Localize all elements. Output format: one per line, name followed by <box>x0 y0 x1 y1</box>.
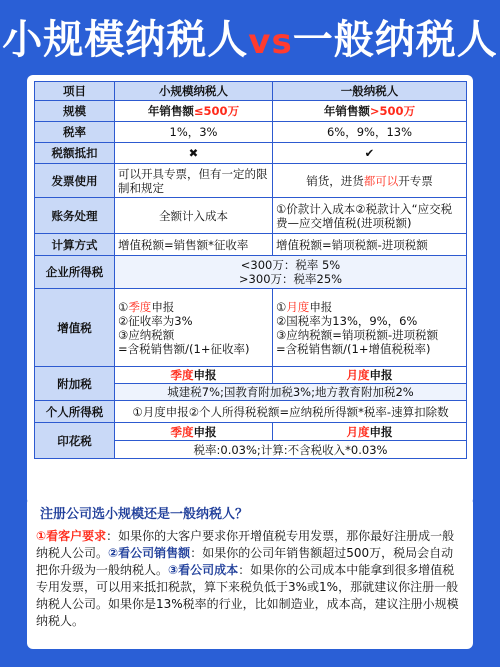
table-row <box>35 143 467 164</box>
row-label: 个人所得税 <box>35 401 115 423</box>
vat-small-declare: 申报 <box>151 299 175 314</box>
vat-small-num: ① <box>118 299 129 314</box>
surtax-general-declare: 申报 <box>369 368 393 382</box>
table-row <box>35 401 467 423</box>
scale-small-highlight: ≤500万 <box>193 104 240 118</box>
vat-general <box>273 289 467 367</box>
invoice-general-tail: 开专票 <box>398 173 433 188</box>
stamp-general <box>273 423 467 441</box>
table-row <box>35 234 467 256</box>
surtax-rates: 城建税7%;国教育附加税3%;地方教育附加税2% <box>115 384 467 401</box>
row-label: 规模 <box>35 101 115 122</box>
invoice-general <box>273 164 467 198</box>
vat-general-line-2: ②国税率为13%，9%，6% <box>276 313 418 328</box>
table-row <box>35 82 467 101</box>
rate-small: 1%，3% <box>115 122 273 143</box>
scale-general <box>273 101 467 122</box>
stamp-rates: 税率:0.03%;计算:不含税收入*0.03% <box>115 441 467 459</box>
table-row <box>35 289 467 367</box>
cit-line-2: >300万：税率25% <box>238 272 343 286</box>
scale-general-highlight: >500万 <box>369 104 416 118</box>
table-row <box>35 256 467 289</box>
row-label: 税率 <box>35 122 115 143</box>
stamp-small <box>115 423 273 441</box>
surtax-small-period: 季度 <box>170 368 194 382</box>
vat-small <box>115 289 273 367</box>
surtax-general-period: 月度 <box>346 368 370 382</box>
invoice-general-text: 销货，进货 <box>306 173 364 188</box>
header-item: 项目 <box>35 82 115 101</box>
table-row <box>35 423 467 441</box>
table-row <box>35 198 467 234</box>
scale-general-text: 年销售额 <box>323 104 370 118</box>
surtax-general <box>273 367 467 384</box>
title-right: 一般纳税人 <box>292 17 498 63</box>
cross-icon: ✖ <box>115 143 273 164</box>
row-label: 计算方式 <box>35 234 115 256</box>
scale-small-text: 年销售额 <box>147 104 194 118</box>
title-vs: vs <box>248 22 293 62</box>
vat-general-num: ① <box>276 299 287 314</box>
cit-rates <box>115 256 467 289</box>
header-general: 一般纳税人 <box>273 82 467 101</box>
invoice-small: 可以开具专票，但有一定的限制和规定 <box>115 164 273 198</box>
iit-rule: ①月度申报②个人所得税税额=应纳税所得额*税率-速算扣除数 <box>115 401 467 423</box>
rate-general: 6%，9%，13% <box>273 122 467 143</box>
account-small: 全额计入成本 <box>115 198 273 234</box>
vat-small-line-2: ②征收率为3% <box>118 313 193 328</box>
advice-question: 注册公司选小规模还是一般纳税人？ <box>40 507 249 522</box>
vat-small-line-1 <box>118 300 269 314</box>
page-title <box>0 10 500 72</box>
invoice-general-highlight: 都可以 <box>363 173 399 188</box>
point-1-text: ：如果你的大客户要求你开增值税专用发票，那你最好注册成一般纳税人公司。 <box>36 529 455 560</box>
vat-small-line-4: =含税销售额/(1+征收率) <box>118 341 250 356</box>
surtax-small <box>115 367 273 384</box>
vat-general-line-3: ③应纳税额=销项税额-进项税额 <box>276 327 439 342</box>
stamp-general-declare: 申报 <box>369 424 393 439</box>
point-2-label: ②看公司销售额 <box>108 546 191 560</box>
table-row <box>35 367 467 384</box>
calc-general: 增值税额=销项税额-进项税额 <box>273 234 467 256</box>
row-label: 企业所得税 <box>35 256 115 289</box>
vat-general-declare: 申报 <box>309 299 333 314</box>
table-row <box>35 122 467 143</box>
calc-small: 增值税额=销售额*征收率 <box>115 234 273 256</box>
row-label: 税额抵扣 <box>35 143 115 164</box>
table-row <box>35 164 467 198</box>
scale-small <box>115 101 273 122</box>
account-general: ①价款计入成本②税款计入“应交税费—应交增值税(进项税额) <box>273 198 467 234</box>
advice-body <box>36 528 464 630</box>
row-label: 发票使用 <box>35 164 115 198</box>
bottom-bar <box>0 649 500 667</box>
surtax-small-declare: 申报 <box>193 368 217 382</box>
vat-general-period: 月度 <box>286 299 310 314</box>
point-3-text: ：如果你的公司成本中能拿到很多增值税专用发票，可以用来抵扣税款，算下来税负低于3%或1%，那就建议你注册一般纳税人公司。如果你是13%税率的行业，比如制造业，成本高，建议注册小规模纳税人。 <box>36 563 459 628</box>
row-label: 印花税 <box>35 423 115 459</box>
vat-general-line-1 <box>276 300 463 314</box>
title-left: 小规模纳税人 <box>2 17 249 63</box>
header-small: 小规模纳税人 <box>115 82 273 101</box>
stamp-general-period: 月度 <box>346 424 370 439</box>
comparison-table <box>34 81 467 459</box>
vat-general-line-4: =含税销售额/(1+增值税税率) <box>276 341 431 356</box>
stamp-small-period: 季度 <box>170 424 194 439</box>
check-icon: ✔ <box>273 143 467 164</box>
vat-small-period: 季度 <box>128 299 152 314</box>
row-label: 附加税 <box>35 367 115 401</box>
point-2-text: ：如果你的公司年销售额超过500万，税局会自动把你升级为一般纳税人。 <box>36 546 454 577</box>
stamp-small-declare: 申报 <box>193 424 217 439</box>
vat-small-line-3: ③应纳税额 <box>118 327 175 342</box>
table-row <box>35 101 467 122</box>
point-1-label: ①看客户要求 <box>36 529 107 543</box>
row-label: 账务处理 <box>35 198 115 234</box>
row-label: 增值税 <box>35 289 115 367</box>
point-3-label: ③看公司成本 <box>168 563 239 577</box>
cit-line-1: <300万：税率 5% <box>240 258 341 272</box>
